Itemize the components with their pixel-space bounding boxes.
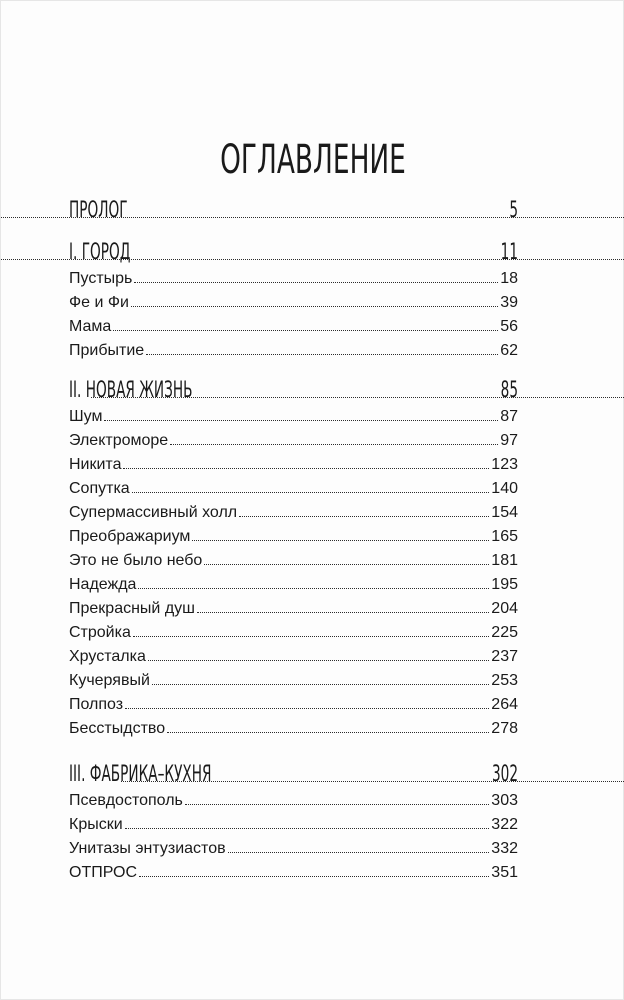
toc-entry[interactable] <box>69 835 518 859</box>
toc-entry[interactable] <box>69 289 518 313</box>
dot-leader <box>125 708 489 709</box>
dot-leader <box>131 306 498 307</box>
toc-section-2 <box>69 379 518 739</box>
toc-section-row[interactable] <box>69 763 518 787</box>
dot-leader <box>125 828 490 829</box>
toc-entry[interactable] <box>69 667 518 691</box>
toc-entry[interactable] <box>69 475 518 499</box>
toc-entry-label: ОТПРОС <box>69 864 138 881</box>
toc-entry-label: Стройка <box>69 624 131 641</box>
toc-page-number: 39 <box>500 294 518 311</box>
dot-leader <box>113 330 498 331</box>
toc-entry-label: Сопутка <box>69 480 130 497</box>
toc-entry-label: Электроморе <box>69 432 169 449</box>
toc-entry[interactable] <box>69 643 518 667</box>
toc-entry-label: Прибытие <box>69 342 145 359</box>
toc-page-number: 303 <box>491 792 518 809</box>
toc-entry[interactable] <box>69 523 518 547</box>
toc-page-number: 56 <box>500 318 518 335</box>
toc-entry-label: Шум <box>69 408 103 425</box>
toc-entry[interactable] <box>69 787 518 811</box>
toc-entry-label: Пустырь <box>69 270 133 287</box>
page-title: ОГЛАВЛЕНИЕ <box>220 137 406 183</box>
dot-leader <box>228 852 490 853</box>
toc-page-number: 18 <box>500 270 518 287</box>
toc-section-label: ПРОЛОГ <box>69 198 128 223</box>
toc-entry[interactable] <box>69 313 518 337</box>
toc-entry-label: Супермассивный холл <box>69 504 238 521</box>
dot-leader <box>170 444 498 445</box>
toc-page-number: 97 <box>500 432 518 449</box>
dot-leader <box>152 684 489 685</box>
toc-entry[interactable] <box>69 499 518 523</box>
toc-section-row[interactable] <box>69 379 518 403</box>
toc-section-row[interactable] <box>69 241 518 265</box>
toc-page-number: 165 <box>491 528 518 545</box>
dot-leader <box>192 540 489 541</box>
toc-page-number: 11 <box>500 240 518 265</box>
dot-leader <box>104 420 498 421</box>
toc-entry[interactable] <box>69 451 518 475</box>
toc-entry-label: Псевдостополь <box>69 792 183 809</box>
toc-entry-label: Полпоз <box>69 696 124 713</box>
dot-leader <box>185 804 489 805</box>
toc-page-number: 351 <box>491 864 518 881</box>
dot-leader <box>146 354 498 355</box>
toc-page-number: 322 <box>491 816 518 833</box>
toc-page-number: 140 <box>491 480 518 497</box>
toc-page-number: 302 <box>491 762 518 787</box>
toc-page-number: 253 <box>491 672 518 689</box>
toc-section-row[interactable] <box>69 199 518 223</box>
toc-entry-label: Это не было небо <box>69 552 203 569</box>
toc-entry-label: Фе и Фи <box>69 294 129 311</box>
toc-page-number: 154 <box>491 504 518 521</box>
toc-entry-label: Хрусталка <box>69 648 146 665</box>
toc-section-3 <box>69 763 518 883</box>
toc-entry[interactable] <box>69 595 518 619</box>
dot-leader <box>133 636 489 637</box>
toc-page-number: 123 <box>491 456 518 473</box>
toc-entry-label: Мама <box>69 318 112 335</box>
dot-leader <box>132 492 490 493</box>
toc-section-label: I. ГОРОД <box>69 240 131 265</box>
toc-entry-label: Унитазы энтузиастов <box>69 840 226 857</box>
toc-page-number: 204 <box>491 600 518 617</box>
toc-section-label: II. НОВАЯ ЖИЗНЬ <box>69 378 193 403</box>
toc-page-number: 225 <box>491 624 518 641</box>
toc-page-number: 85 <box>500 378 518 403</box>
dot-leader <box>204 564 489 565</box>
toc-entry[interactable] <box>69 337 518 361</box>
toc-page-number: 181 <box>491 552 518 569</box>
toc-section-1 <box>69 241 518 361</box>
toc-entry[interactable] <box>69 691 518 715</box>
toc-prologue <box>69 199 518 223</box>
toc-entry-label: Надежда <box>69 576 137 593</box>
dot-leader <box>197 612 489 613</box>
dot-leader <box>138 588 489 589</box>
toc-entry[interactable] <box>69 859 518 883</box>
toc-entry-label: Никита <box>69 456 122 473</box>
toc-entry[interactable] <box>69 427 518 451</box>
toc-page-number: 237 <box>491 648 518 665</box>
dot-leader <box>139 876 489 877</box>
toc-page-number: 332 <box>491 840 518 857</box>
toc-entry[interactable] <box>69 811 518 835</box>
dot-leader <box>167 732 489 733</box>
toc-entry[interactable] <box>69 715 518 739</box>
toc-page-number: 278 <box>491 720 518 737</box>
dot-leader <box>148 660 489 661</box>
toc-entry[interactable] <box>69 571 518 595</box>
toc-page-number: 5 <box>509 198 518 223</box>
toc-entry-label: Бесстыдство <box>69 720 166 737</box>
toc-page-number: 62 <box>500 342 518 359</box>
toc-entry-label: Крыски <box>69 816 123 833</box>
toc-entry-label: Кучерявый <box>69 672 150 689</box>
toc-entry[interactable] <box>69 547 518 571</box>
toc-entry-label: Преображариум <box>69 528 191 545</box>
toc-page-number: 264 <box>491 696 518 713</box>
toc-entry-label: Прекрасный душ <box>69 600 195 617</box>
dot-leader <box>239 516 489 517</box>
toc-entry[interactable] <box>69 619 518 643</box>
toc-entry[interactable] <box>69 265 518 289</box>
dot-leader <box>123 468 489 469</box>
toc-page-number: 87 <box>500 408 518 425</box>
toc-page-number: 195 <box>491 576 518 593</box>
toc-section-label: III. ФАБРИКА–КУХНЯ <box>69 762 212 787</box>
toc-entry[interactable] <box>69 403 518 427</box>
dot-leader <box>134 282 498 283</box>
